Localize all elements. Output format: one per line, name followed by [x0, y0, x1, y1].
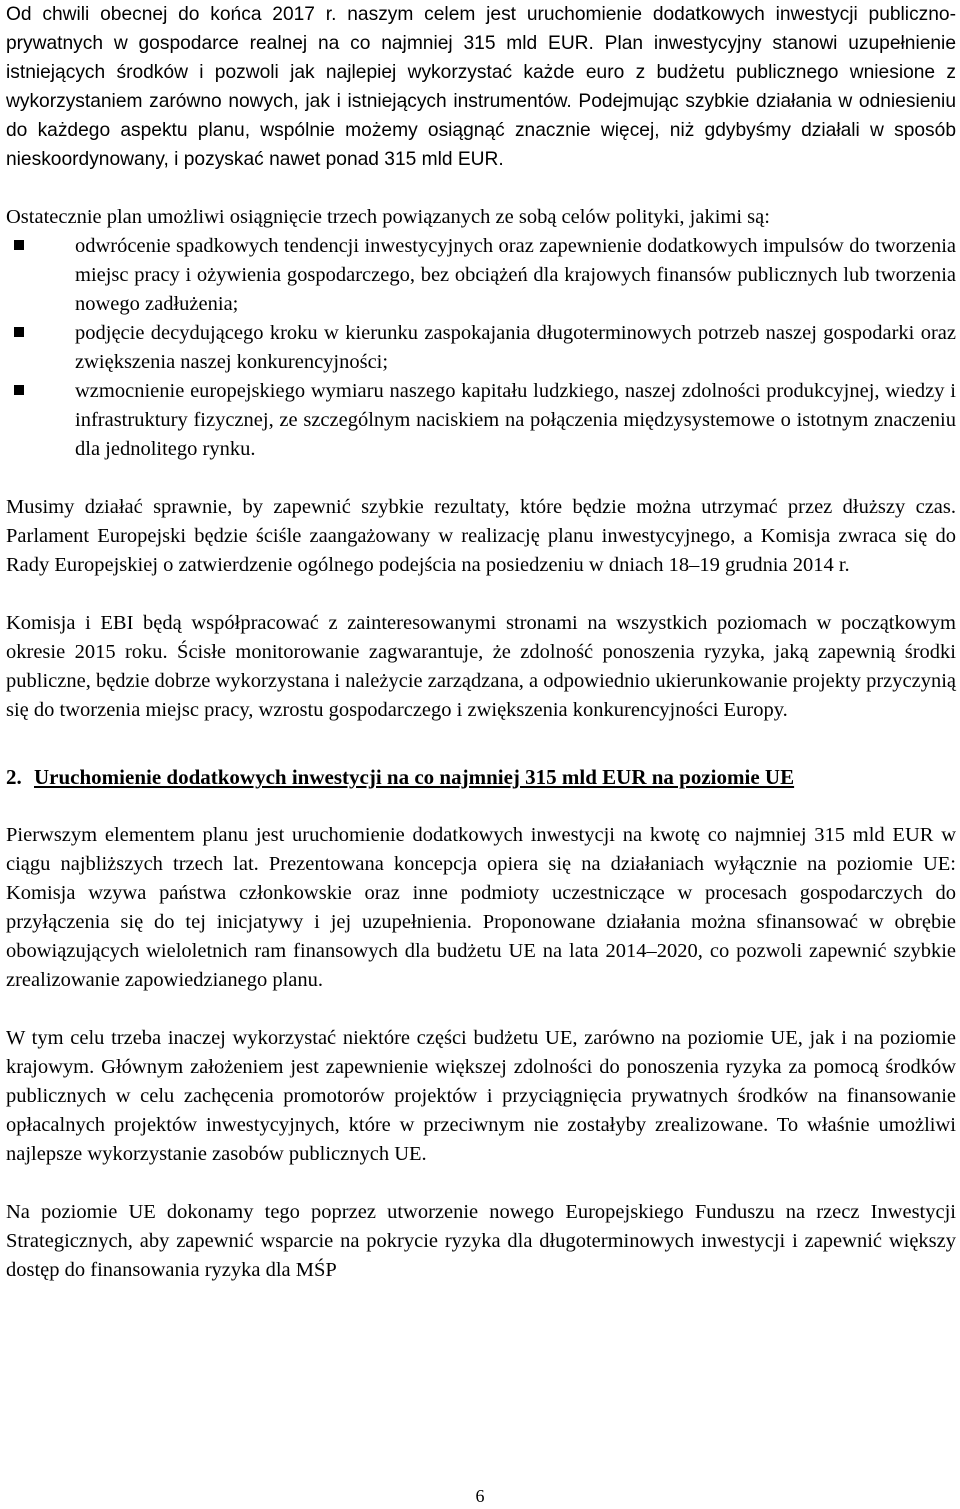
square-bullet-icon [14, 385, 24, 395]
policy-goals-list [6, 232, 956, 464]
paragraph-act-efficiently: Musimy działać sprawnie, by zapewnić szybkie rezultaty, które będzie można utrzymać przez dłuższy czas. Parlament Europejski będzie ściśle zaangażowany w realizację planu inwestycyjnego, a Komisja zwraca się do Rady Europejskiej o zatwierdzenie ogólnego podejścia na posiedzeniu w dniach 18–19 grudnia 2014 r. [6, 496, 956, 576]
paragraph-budget-use: W tym celu trzeba inaczej wykorzystać niektóre części budżetu UE, zarówno na poziomie UE, jak i na poziomie krajowym. Głównym założeniem jest zapewnienie większej zdolności do ponoszenia ryzyka za pomocą środków publicznych w celu zachęcenia promotorów projektów i przyciągnięcia prywatnych środków na finansowanie opłacalnych projektów inwestycyjnych, które w przeciwnym nie zostałyby zrealizowane. To właśnie umożliwi najlepsze wykorzystanie zasobów publicznych UE. [6, 1027, 956, 1165]
list-item-text: wzmocnienie europejskiego wymiaru naszego kapitału ludzkiego, naszej zdolności produkcyjnej, wiedzy i infrastruktury fizycznej, ze szczególnym naciskiem na połączenia międzysystemowe o istotnym znaczeniu dla jednolitego rynku. [75, 380, 956, 460]
paragraph-investment-goal: Od chwili obecnej do końca 2017 r. naszym celem jest uruchomienie dodatkowych inwestycji publiczno-prywatnych w gospodarce realnej na co najmniej 315 mld EUR. Plan inwestycyjny stanowi uzupełnienie istniejących środków i pozwoli jak najlepiej wykorzystać każde euro z budżetu publicznego wniesione z wykorzystaniem zarówno nowych, jak i istniejących instrumentów. Podejmując szybkie działania w odniesieniu do każdego aspektu planu, wspólnie możemy osiągnąć znacznie więcej, niż gdybyśmy działali w sposób nieskoordynowany, i pozyskać nawet ponad 315 mld EUR. [6, 4, 956, 170]
square-bullet-icon [14, 240, 24, 250]
paragraph-first-element: Pierwszym elementem planu jest uruchomienie dodatkowych inwestycji na kwotę co najmniej 315 mld EUR w ciągu najbliższych trzech lat. Prezentowana koncepcja opiera się na działaniach wyłącznie na poziomie UE: Komisja wzywa państwa członkowskie oraz inne podmioty uczestniczące w procesach gospodarczych do przyłączenia się do tej inicjatywy i jej uzupełnienia. Proponowane działania można sfinansować w obrębie obowiązujących wieloletnich ram finansowych dla budżetu UE na lata 2014–2020, co pozwoli zapewnić szybkie zrealizowanie zapowiedzianego planu. [6, 824, 956, 991]
paragraph-efsi: Na poziomie UE dokonamy tego poprzez utworzenie nowego Europejskiego Funduszu na rzecz Inwestycji Strategicznych, aby zapewnić wsparcie na pokrycie ryzyka dla długoterminowych inwestycji i zapewnić większy dostęp do finansowania ryzyka dla MŚP [6, 1201, 956, 1281]
list-item [6, 319, 956, 377]
list-item [6, 232, 956, 319]
list-item [6, 377, 956, 464]
square-bullet-icon [14, 327, 24, 337]
list-item-text: odwrócenie spadkowych tendencji inwestycyjnych oraz zapewnienie dodatkowych impulsów do tworzenia miejsc pracy i ożywienia gospodarczego, bez obciążeń dla krajowych finansów publicznych lub tworzenia nowego zadłużenia; [75, 235, 956, 315]
list-item-text: podjęcie decydującego kroku w kierunku zaspokajania długoterminowych potrzeb naszej gospodarki oraz zwiększenia naszej konkurencyjności; [75, 322, 956, 373]
page-number: 6 [475, 1486, 485, 1506]
document-page [6, 0, 956, 1285]
section-title: Uruchomienie dodatkowych inwestycji na co najmniej 315 mld EUR na poziomie UE [34, 765, 795, 789]
section-number: 2. [6, 765, 22, 789]
paragraph-policy-goals-intro: Ostatecznie plan umożliwi osiągnięcie trzech powiązanych ze sobą celów polityki, jakimi są: [6, 206, 770, 228]
section-heading [6, 763, 956, 792]
paragraph-commission-eib: Komisja i EBI będą współpracować z zainteresowanymi stronami na wszystkich poziomach w początkowym okresie 2015 roku. Ścisłe monitorowanie zagwarantuje, że zdolność ponoszenia ryzyka, jaką zapewnią środki publiczne, będzie dobrze wykorzystana i należycie zarządzana, a odpowiednio ukierunkowanie projekty przyczynią się do tworzenia miejsc pracy, wzrostu gospodarczego i zwiększenia konkurencyjności Europy. [6, 612, 956, 721]
